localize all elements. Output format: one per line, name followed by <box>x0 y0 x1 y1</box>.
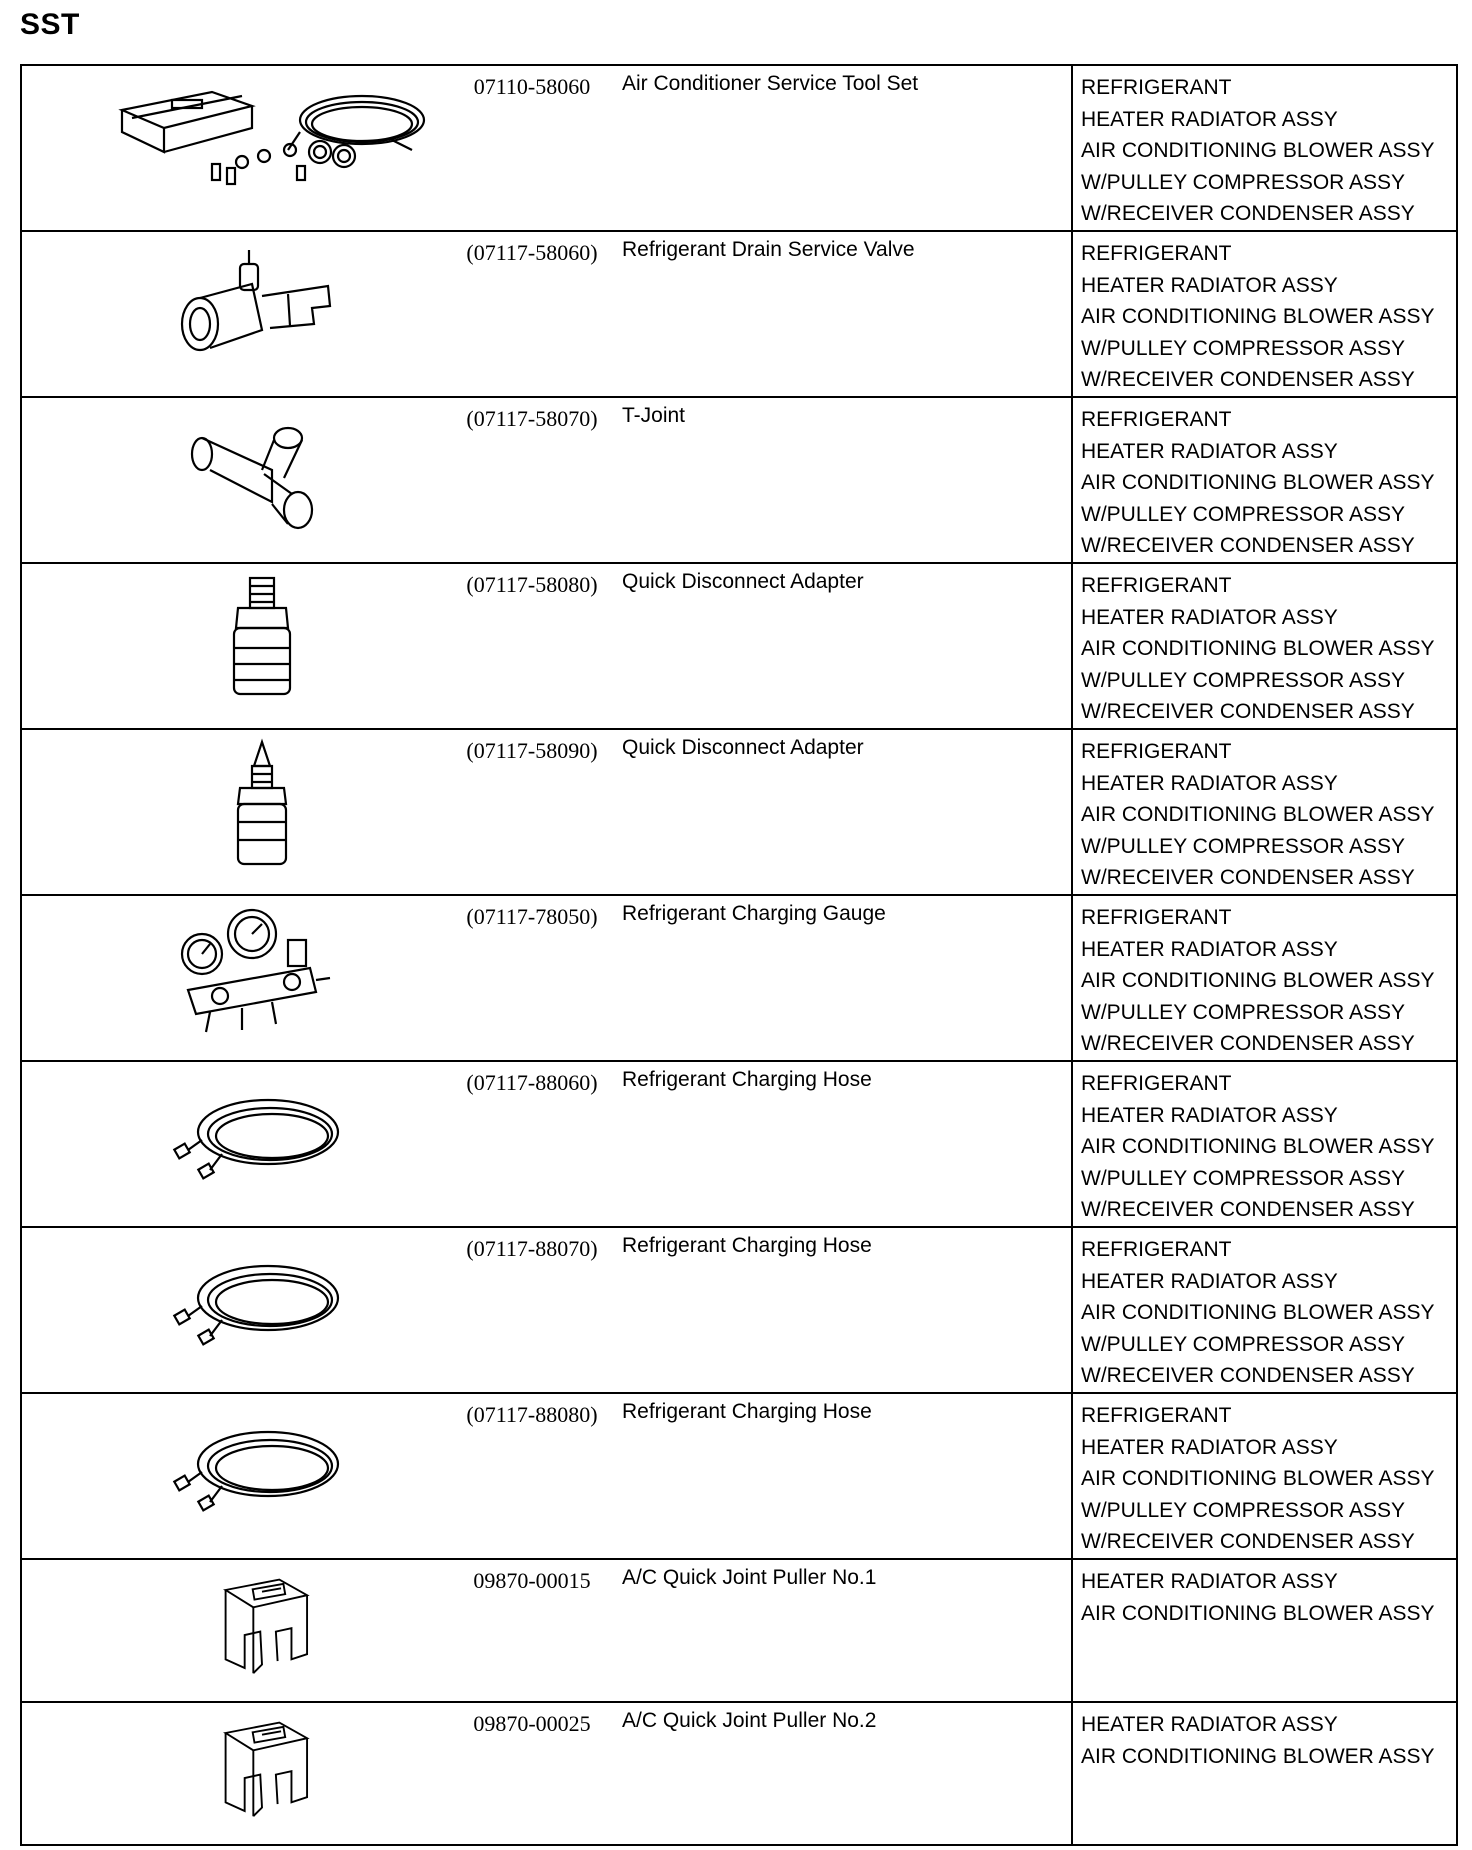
sst-table <box>20 64 1458 1846</box>
part-number: (07117-78050) <box>466 904 598 929</box>
tool-name: Refrigerant Charging Gauge <box>622 902 886 925</box>
adapter-small-icon <box>92 734 432 884</box>
tool-name: Refrigerant Drain Service Valve <box>622 238 915 261</box>
tool-row <box>21 1061 1457 1227</box>
application-item: REFRIGERANT <box>1081 76 1232 99</box>
tool-cell <box>21 729 1072 895</box>
tool-cell <box>21 895 1072 1061</box>
applications-cell <box>1072 895 1457 1061</box>
part-number: 09870-00015 <box>473 1568 591 1593</box>
applications-cell <box>1072 1061 1457 1227</box>
applications-list <box>1073 896 1456 1060</box>
drain-valve-icon <box>92 236 432 386</box>
part-number: (07117-58090) <box>466 738 598 763</box>
application-item: HEATER RADIATOR ASSY <box>1081 605 1338 629</box>
application-item: W/PULLEY COMPRESSOR ASSY <box>1081 1498 1406 1522</box>
application-item: AIR CONDITIONING BLOWER ASSY <box>1081 1135 1435 1158</box>
tool-row <box>21 231 1457 397</box>
hose-icon <box>92 1398 432 1548</box>
application-item: HEATER RADIATOR ASSY <box>1081 1435 1338 1459</box>
applications-cell <box>1072 729 1457 895</box>
applications-cell <box>1072 1559 1457 1702</box>
part-number: (07117-88070) <box>466 1236 598 1261</box>
application-item: W/RECEIVER CONDENSER ASSY <box>1081 1530 1415 1553</box>
application-item: W/RECEIVER CONDENSER ASSY <box>1081 368 1415 391</box>
applications-list <box>1073 564 1456 728</box>
part-number: 07110-58060 <box>473 74 591 99</box>
tool-name: Air Conditioner Service Tool Set <box>622 72 919 95</box>
tool-cell <box>21 1227 1072 1393</box>
tool-cell <box>21 231 1072 397</box>
application-item: REFRIGERANT <box>1081 242 1232 265</box>
tool-cell <box>21 65 1072 231</box>
application-item: HEATER RADIATOR ASSY <box>1081 771 1338 795</box>
application-item: W/RECEIVER CONDENSER ASSY <box>1081 1032 1415 1055</box>
application-item: AIR CONDITIONING BLOWER ASSY <box>1081 637 1435 660</box>
application-item: W/RECEIVER CONDENSER ASSY <box>1081 866 1415 889</box>
tool-row <box>21 729 1457 895</box>
part-number: 09870-00025 <box>473 1711 591 1736</box>
tool-cell <box>21 1559 1072 1702</box>
application-item: AIR CONDITIONING BLOWER ASSY <box>1081 969 1435 992</box>
applications-cell <box>1072 1393 1457 1559</box>
tool-row <box>21 895 1457 1061</box>
applications-list <box>1073 1703 1456 1772</box>
tool-cell <box>21 1393 1072 1559</box>
application-item: W/PULLEY COMPRESSOR ASSY <box>1081 834 1406 858</box>
t-joint-icon <box>92 402 432 552</box>
application-item: AIR CONDITIONING BLOWER ASSY <box>1081 1601 1435 1625</box>
applications-cell <box>1072 563 1457 729</box>
application-item: AIR CONDITIONING BLOWER ASSY <box>1081 1467 1435 1490</box>
application-item: W/PULLEY COMPRESSOR ASSY <box>1081 336 1406 360</box>
applications-list <box>1073 1560 1456 1629</box>
part-number: (07117-58080) <box>466 572 598 597</box>
tool-row <box>21 1559 1457 1702</box>
application-item: HEATER RADIATOR ASSY <box>1081 107 1338 131</box>
application-item: REFRIGERANT <box>1081 408 1232 431</box>
application-item: W/PULLEY COMPRESSOR ASSY <box>1081 668 1406 692</box>
applications-list <box>1073 1228 1456 1392</box>
application-item: W/RECEIVER CONDENSER ASSY <box>1081 700 1415 723</box>
application-item: W/PULLEY COMPRESSOR ASSY <box>1081 1332 1406 1356</box>
tool-name: Quick Disconnect Adapter <box>622 570 864 593</box>
tool-row <box>21 397 1457 563</box>
adapter-icon <box>92 568 432 718</box>
applications-list <box>1073 1394 1456 1558</box>
application-item: W/RECEIVER CONDENSER ASSY <box>1081 202 1415 225</box>
part-number: (07117-88080) <box>466 1402 598 1427</box>
application-item: W/RECEIVER CONDENSER ASSY <box>1081 534 1415 557</box>
hose-icon <box>92 1066 432 1216</box>
tool-name: Quick Disconnect Adapter <box>622 736 864 759</box>
application-item: HEATER RADIATOR ASSY <box>1081 1570 1338 1593</box>
tool-cell <box>21 1061 1072 1227</box>
sst-table-body <box>21 65 1457 1845</box>
tool-name: Refrigerant Charging Hose <box>622 1234 872 1257</box>
application-item: HEATER RADIATOR ASSY <box>1081 1103 1338 1127</box>
application-item: REFRIGERANT <box>1081 906 1232 929</box>
tool-cell <box>21 563 1072 729</box>
applications-list <box>1073 1062 1456 1226</box>
application-item: W/PULLEY COMPRESSOR ASSY <box>1081 1166 1406 1190</box>
tool-name: A/C Quick Joint Puller No.2 <box>622 1709 877 1732</box>
tool-cell <box>21 1702 1072 1845</box>
application-item: AIR CONDITIONING BLOWER ASSY <box>1081 471 1435 494</box>
tool-row <box>21 1702 1457 1845</box>
applications-cell <box>1072 65 1457 231</box>
application-item: W/PULLEY COMPRESSOR ASSY <box>1081 502 1406 526</box>
applications-cell <box>1072 231 1457 397</box>
part-number: (07117-58070) <box>466 406 598 431</box>
application-item: REFRIGERANT <box>1081 1072 1232 1095</box>
application-item: REFRIGERANT <box>1081 1238 1232 1261</box>
tool-row <box>21 563 1457 729</box>
application-item: AIR CONDITIONING BLOWER ASSY <box>1081 1744 1435 1768</box>
applications-list <box>1073 232 1456 396</box>
applications-cell <box>1072 1227 1457 1393</box>
application-item: AIR CONDITIONING BLOWER ASSY <box>1081 1301 1435 1324</box>
application-item: REFRIGERANT <box>1081 1404 1232 1427</box>
tool-row <box>21 1393 1457 1559</box>
tool-name: Refrigerant Charging Hose <box>622 1068 872 1091</box>
tool-row <box>21 65 1457 231</box>
hose-icon <box>92 1232 432 1382</box>
application-item: W/RECEIVER CONDENSER ASSY <box>1081 1364 1415 1387</box>
tool-cell <box>21 397 1072 563</box>
applications-list <box>1073 398 1456 562</box>
applications-cell <box>1072 397 1457 563</box>
joint-puller-icon <box>92 1564 432 1694</box>
application-item: HEATER RADIATOR ASSY <box>1081 273 1338 297</box>
application-item: W/PULLEY COMPRESSOR ASSY <box>1081 170 1406 194</box>
gauge-manifold-icon <box>92 900 432 1050</box>
application-item: AIR CONDITIONING BLOWER ASSY <box>1081 803 1435 826</box>
application-item: REFRIGERANT <box>1081 574 1232 597</box>
part-number: (07117-88060) <box>466 1070 598 1095</box>
joint-puller-icon <box>92 1707 432 1837</box>
application-item: REFRIGERANT <box>1081 740 1232 763</box>
applications-list <box>1073 730 1456 894</box>
application-item: HEATER RADIATOR ASSY <box>1081 1269 1338 1293</box>
applications-list <box>1073 66 1456 230</box>
tool-row <box>21 1227 1457 1393</box>
tool-name: T-Joint <box>622 404 686 427</box>
application-item: AIR CONDITIONING BLOWER ASSY <box>1081 305 1435 328</box>
applications-cell <box>1072 1702 1457 1845</box>
application-item: W/PULLEY COMPRESSOR ASSY <box>1081 1000 1406 1024</box>
application-item: HEATER RADIATOR ASSY <box>1081 937 1338 961</box>
application-item: AIR CONDITIONING BLOWER ASSY <box>1081 139 1435 162</box>
application-item: HEATER RADIATOR ASSY <box>1081 1713 1338 1736</box>
page-title: SST <box>20 8 80 41</box>
part-number: (07117-58060) <box>466 240 598 265</box>
application-item: HEATER RADIATOR ASSY <box>1081 439 1338 463</box>
tool-name: A/C Quick Joint Puller No.1 <box>622 1566 877 1589</box>
tool-name: Refrigerant Charging Hose <box>622 1400 872 1423</box>
tool-set-icon <box>92 70 432 220</box>
application-item: W/RECEIVER CONDENSER ASSY <box>1081 1198 1415 1221</box>
